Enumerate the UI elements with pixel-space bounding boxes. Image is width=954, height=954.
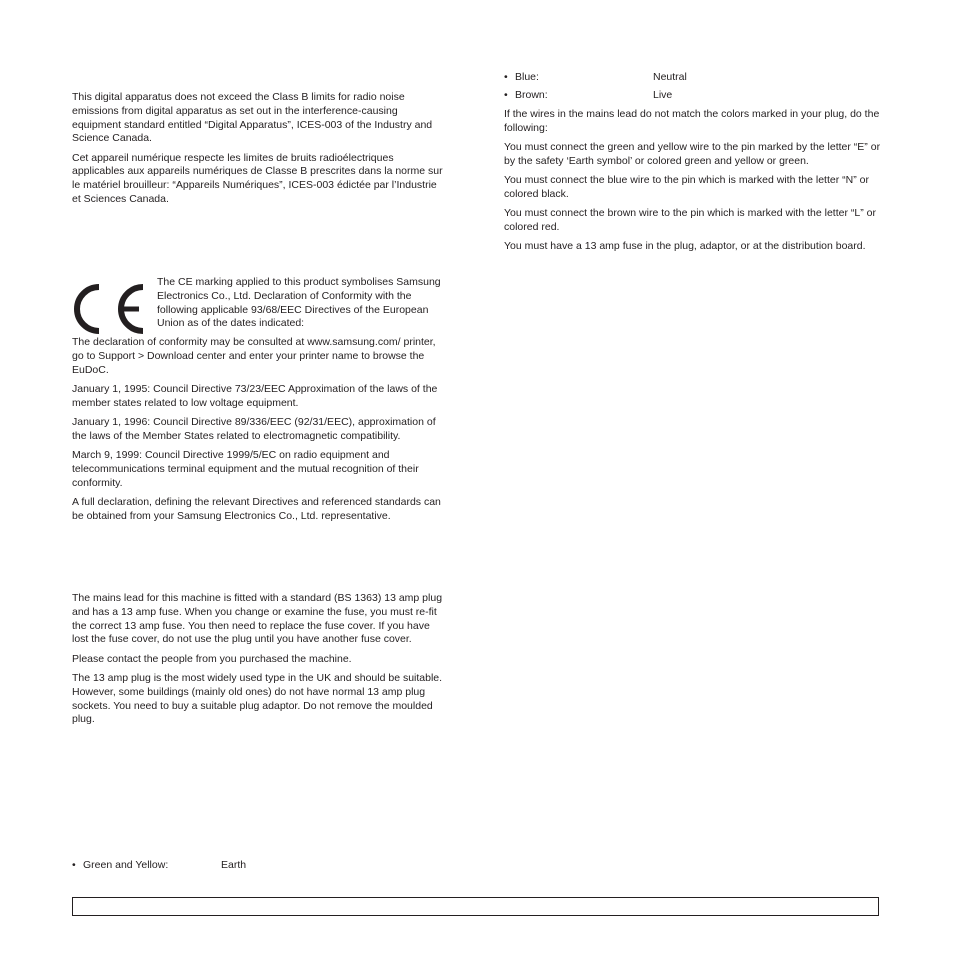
uk-contact-paragraph: Please contact the people from you purchased the machine. [72, 652, 352, 665]
wire-label: Blue: [515, 71, 539, 83]
bullet-icon: • [72, 859, 76, 871]
ce-intro-paragraph: The CE marking applied to this product symbolises Samsung Electronics Co., Ltd. Declaration of Conformity with the following applicable 93/68/EEC Directives of the European Union as of the dates indicated: [157, 276, 441, 330]
page-footer-box [72, 897, 879, 916]
wire-green-yellow-instruction: You must connect the green and yellow wire to the pin marked by the letter “E” or by the safety ‘Earth symbol’ or colored green and yellow or green. [504, 141, 881, 167]
ce-directive-1995: January 1, 1995: Council Directive 73/23/EEC Approximation of the laws of the member states related to low voltage equipment. [72, 382, 438, 409]
wire-mismatch-paragraph: If the wires in the mains lead do not match the colors marked in your plug, do the following: [504, 108, 880, 134]
wire-value: Neutral [653, 71, 687, 83]
canada-section [72, 91, 446, 212]
uk-13amp-paragraph: The 13 amp plug is the most widely used type in the UK and should be suitable. However, some buildings (mainly old ones) do not have normal 13 amp plug sockets. You need to buy a suitable plug adaptor. Do not remove the moulded plug. [72, 671, 443, 726]
canada-french-paragraph: Cet appareil numérique respecte les limites de bruits radioélectriques applicables aux appareils numériques de Classe B prescrites dans la norme sur le matériel brouilleur: “Appareils Numériques”, ICES-003 édictée par l’Industrie et Sciences Canada. [72, 151, 443, 206]
bullet-icon: • [504, 71, 508, 83]
uk-mains-lead-paragraph: The mains lead for this machine is fitted with a standard (BS 1363) 13 amp plug and has a 13 amp fuse. When you change or examine the fuse, you must re-fit the correct 13 amp fuse. You then need to replace the fuse cover. If you have lost the fuse cover, do not use the plug until you have another fuse cover. [72, 592, 443, 646]
wire-value: Earth [221, 859, 247, 871]
ce-intro-text [157, 276, 447, 337]
wire-instructions [504, 108, 882, 260]
uk-plug-section [72, 592, 446, 733]
ce-directive-1996: January 1, 1996: Council Directive 89/336/EEC (92/31/EEC), approximation of the laws of the Member States related to electromagnetic compatibility. [72, 415, 436, 442]
wire-blue-instruction: You must connect the blue wire to the pin which is marked with the letter “N” or colored black. [504, 174, 869, 200]
wire-value: Live [653, 89, 673, 101]
ce-mark-icon [74, 284, 146, 334]
canada-english-paragraph: This digital apparatus does not exceed the Class B limits for radio noise emissions from digital apparatus as set out in the interference-causing equipment standard entitled “Digital Apparatus”, ICES-003 of the Industry and Science Canada. [72, 91, 433, 145]
ce-full-declaration: A full declaration, defining the relevant Directives and referenced standards can be obtained from your Samsung Electronics Co., Ltd. representative. [72, 495, 441, 522]
wire-brown-instruction: You must connect the brown wire to the pin which is marked with the letter “L” or colored red. [504, 207, 876, 234]
ce-declaration-paragraph: The declaration of conformity may be consulted at www.samsung.com/ printer, go to Support > Download center and enter your printer name to browse the EuDoC. [72, 336, 436, 376]
bullet-icon: • [504, 89, 508, 101]
wire-label: Brown: [515, 89, 548, 101]
wire-label: Green and Yellow: [83, 859, 169, 871]
ce-directive-1999: March 9, 1999: Council Directive 1999/5/EC on radio equipment and telecommunications terminal equipment and the mutual recognition of their conformity. [72, 449, 419, 489]
ce-section [72, 336, 446, 529]
fuse-instruction: You must have a 13 amp fuse in the plug, adaptor, or at the distribution board. [504, 240, 866, 253]
